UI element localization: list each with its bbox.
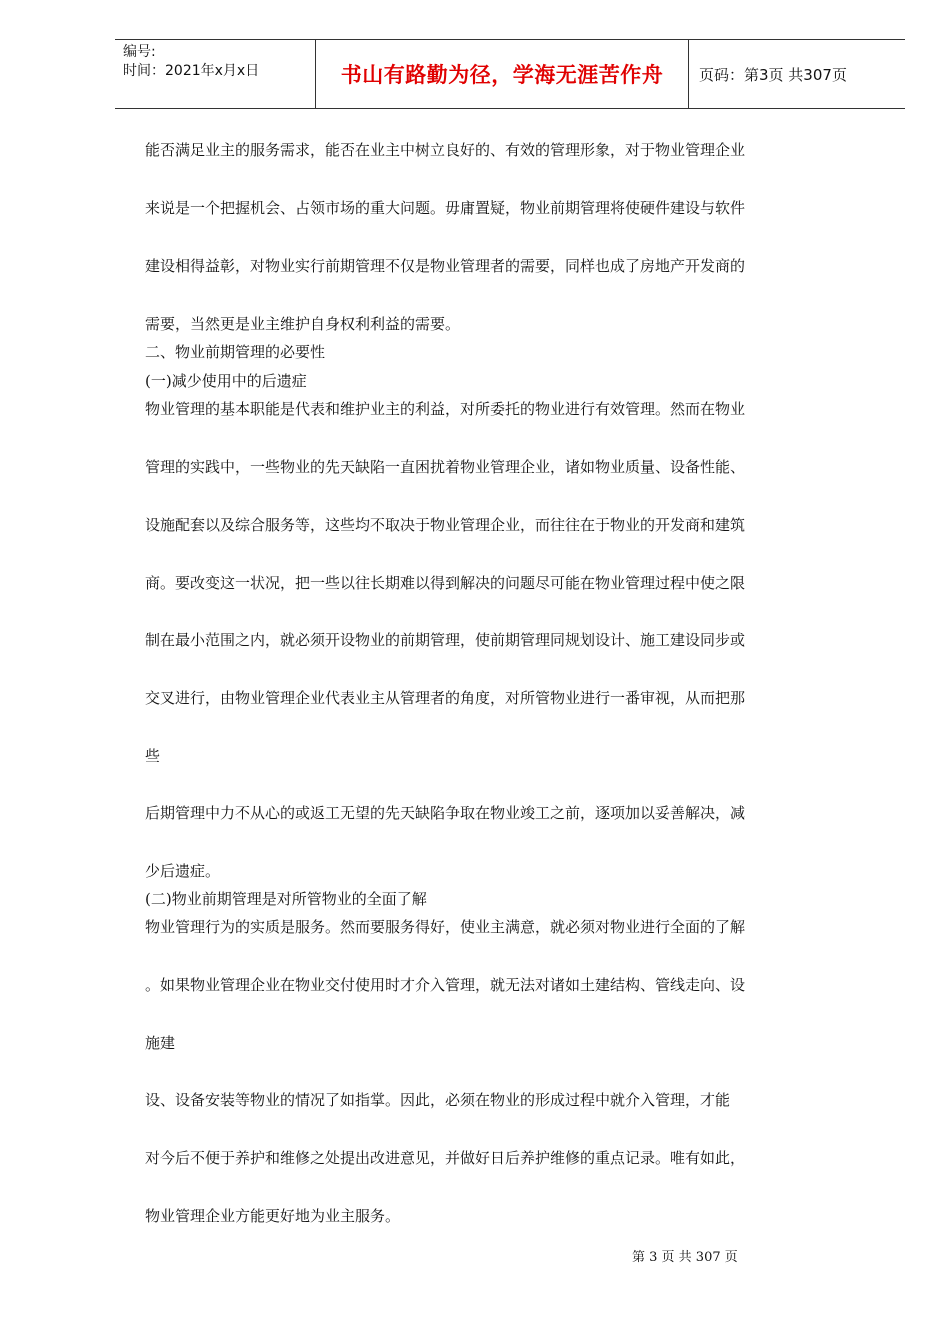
document-time-label: 时间：2021年x月x日 [123,63,260,79]
body-line: 些 [145,747,161,765]
subsection-heading: (二)物业前期管理是对所管物业的全面了解 [145,890,427,908]
subsection-heading: (一)减少使用中的后遗症 [145,372,307,390]
body-line: 管理的实践中，一些物业的先天缺陷一直困扰着物业管理企业，诸如物业质量、设备性能、 [145,458,746,476]
body-line: 设施配套以及综合服务等，这些均不取决于物业管理企业，而往往在于物业的开发商和建筑 [145,516,746,534]
body-line: 设、设备安装等物业的情况了如指掌。因此，必须在物业的形成过程中就介入管理，才能 [145,1091,731,1109]
body-line: 建设相得益彰，对物业实行前期管理不仅是物业管理者的需要，同样也成了房地产开发商的 [145,257,746,275]
body-line: 对今后不便于养护和维修之处提出改进意见，并做好日后养护维修的重点记录。唯有如此， [145,1149,746,1167]
body-line: 来说是一个把握机会、占领市场的重大问题。毋庸置疑，物业前期管理将使硬件建设与软件 [145,199,746,217]
header-motto: 书山有路勤为径，学海无涯苦作舟 [340,63,664,87]
body-line: 需要，当然更是业主维护自身权利利益的需要。 [145,315,461,333]
page-header [115,39,905,109]
body-line: 物业管理行为的实质是服务。然而要服务得好，使业主满意，就必须对物业进行全面的了解 [145,918,746,936]
body-line: 能否满足业主的服务需求，能否在业主中树立良好的、有效的管理形象，对于物业管理企业 [145,141,746,159]
body-line: 少后遗症。 [145,862,221,880]
body-line: 交叉进行，由物业管理企业代表业主从管理者的角度，对所管物业进行一番审视，从而把那 [145,689,746,707]
page-footer: 第 3 页 共 307 页 [632,1250,738,1265]
header-page-code-cell [689,40,905,108]
header-page-code: 页码：第3页 共307页 [699,65,847,84]
body-line: 商。要改变这一状况，把一些以往长期难以得到解决的问题尽可能在物业管理过程中使之限 [145,574,746,592]
header-info-cell [115,40,316,108]
body-line: 。如果物业管理企业在物业交付使用时才介入管理，就无法对诸如土建结构、管线走向、设 [145,976,746,994]
document-number-label: 编号: [123,44,156,60]
body-line: 物业管理企业方能更好地为业主服务。 [145,1207,401,1225]
body-line: 制在最小范围之内，就必须开设物业的前期管理，使前期管理同规划设计、施工建设同步或 [145,631,746,649]
header-motto-cell [316,40,689,108]
section-heading: 二、物业前期管理的必要性 [145,343,326,361]
body-line: 施建 [145,1034,176,1052]
body-line: 物业管理的基本职能是代表和维护业主的利益，对所委托的物业进行有效管理。然而在物业 [145,400,746,418]
body-line: 后期管理中力不从心的或返工无望的先天缺陷争取在物业竣工之前，逐项加以妥善解决，减 [145,804,746,822]
